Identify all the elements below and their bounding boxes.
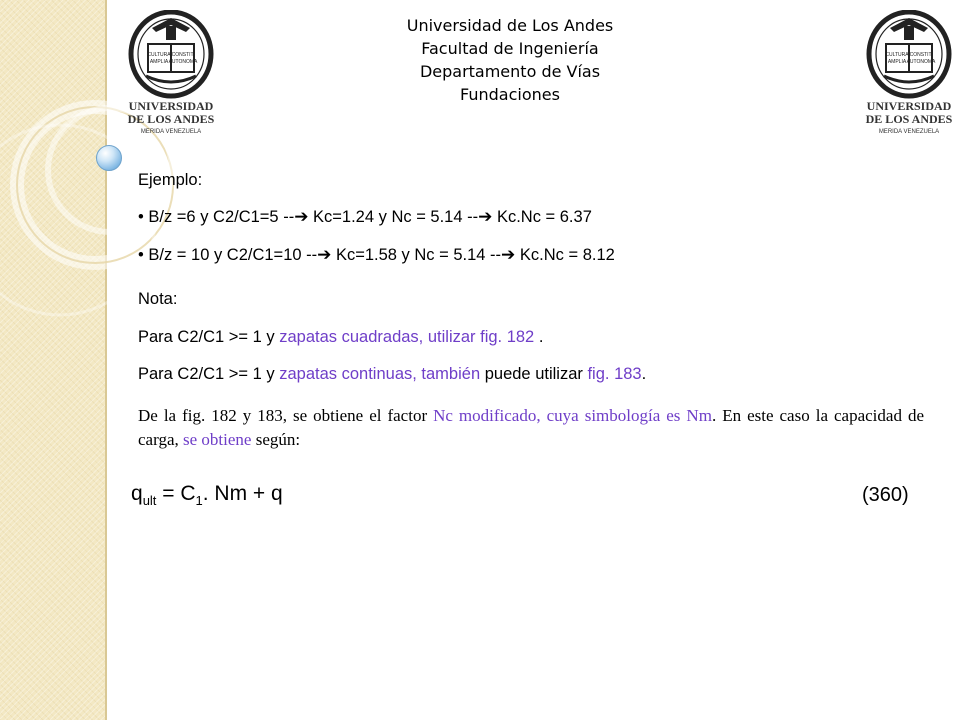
para-text-1: De la fig. 182 y 183, se obtiene el factor: [138, 406, 434, 425]
para-highlight-2: se obtiene: [183, 430, 252, 449]
decorative-orb: [96, 145, 122, 171]
note-line-1-highlight: zapatas cuadradas, utilizar fig. 182: [279, 328, 535, 346]
svg-text:UNIVERSIDAD: UNIVERSIDAD: [866, 99, 952, 113]
bullet-1-lhs: B/z =6 y C2/C1=5 --: [148, 208, 295, 226]
svg-text:MERIDA VENEZUELA: MERIDA VENEZUELA: [140, 129, 202, 135]
equation-number: (360): [862, 484, 909, 506]
svg-text:MERIDA VENEZUELA: MERIDA VENEZUELA: [878, 129, 940, 135]
bullet-dot: •: [138, 208, 149, 226]
para-text-3: según:: [251, 430, 301, 449]
bullet-2-mid: Kc=1.58 y Nc = 5.14 --: [331, 246, 502, 264]
seal-icon: [860, 10, 958, 138]
seal-icon: [122, 10, 220, 138]
svg-text:AMPLIA: AMPLIA: [887, 59, 907, 65]
arrow-icon: ➔: [317, 245, 332, 264]
formula-rest: . Nm + q: [202, 482, 283, 505]
note-line-1-text: Para C2/C1 >= 1 y: [138, 328, 280, 346]
note-line-1: [138, 328, 543, 347]
svg-text:AMPLIA: AMPLIA: [149, 59, 169, 65]
svg-text:DE LOS ANDES: DE LOS ANDES: [127, 112, 215, 126]
svg-text:CULTURA: CULTURA: [885, 52, 909, 58]
note-line-2-text: Para C2/C1 >= 1 y: [138, 365, 280, 383]
note-line-2-mid: puede utilizar: [480, 365, 588, 383]
university-logo-right: [860, 10, 958, 138]
para-highlight-1: Nc modificado, cuya simbología es Nm: [433, 406, 712, 425]
svg-text:AUTONOMA: AUTONOMA: [168, 59, 198, 65]
svg-text:UNIVERSIDAD: UNIVERSIDAD: [128, 99, 214, 113]
bullet-2-lhs: B/z = 10 y C2/C1=10 --: [148, 246, 318, 264]
note-line-2-highlight: zapatas continuas, también: [279, 365, 481, 383]
bullet-1-rhs: Kc.Nc = 6.37: [492, 208, 592, 226]
svg-text:CULTURA: CULTURA: [147, 52, 171, 58]
svg-text:DE LOS ANDES: DE LOS ANDES: [865, 112, 953, 126]
example-label: Ejemplo:: [138, 171, 203, 189]
para-text-2: . En este caso la capacidad de carga,: [138, 406, 924, 449]
note-label: Nota:: [138, 290, 178, 308]
arrow-icon: ➔: [478, 207, 493, 226]
bullet-dot: •: [138, 246, 149, 264]
formula-q-subscript: ult: [142, 493, 157, 509]
bullet-2-rhs: Kc.Nc = 8.12: [515, 246, 615, 264]
formula-q: q: [131, 482, 143, 505]
note-line-2: [138, 365, 646, 384]
university-logo-left: [122, 10, 220, 138]
header-course: Fundaciones: [460, 85, 560, 104]
svg-text:CONSTIT.: CONSTIT.: [909, 52, 933, 58]
example-bullet-1: [138, 207, 592, 227]
svg-text:AUTONOMA: AUTONOMA: [906, 59, 936, 65]
note-line-1-end: .: [534, 328, 544, 346]
formula-equals-c: = C: [156, 482, 196, 505]
page-header: [300, 14, 720, 106]
bullet-1-mid: Kc=1.24 y Nc = 5.14 --: [308, 208, 479, 226]
explanation-paragraph: [138, 404, 924, 452]
note-line-2-fig: fig. 183: [587, 365, 642, 383]
svg-text:CONSTIT.: CONSTIT.: [171, 52, 195, 58]
note-line-2-end: .: [641, 365, 647, 383]
formula-c-subscript: 1: [195, 493, 203, 509]
arrow-icon: ➔: [294, 207, 309, 226]
header-faculty: Facultad de Ingeniería: [421, 39, 599, 58]
header-department: Departamento de Vías: [419, 62, 601, 81]
bearing-capacity-formula: [131, 482, 283, 508]
example-bullet-2: [138, 245, 615, 265]
arrow-icon: ➔: [501, 245, 516, 264]
header-university: Universidad de Los Andes: [406, 16, 614, 35]
